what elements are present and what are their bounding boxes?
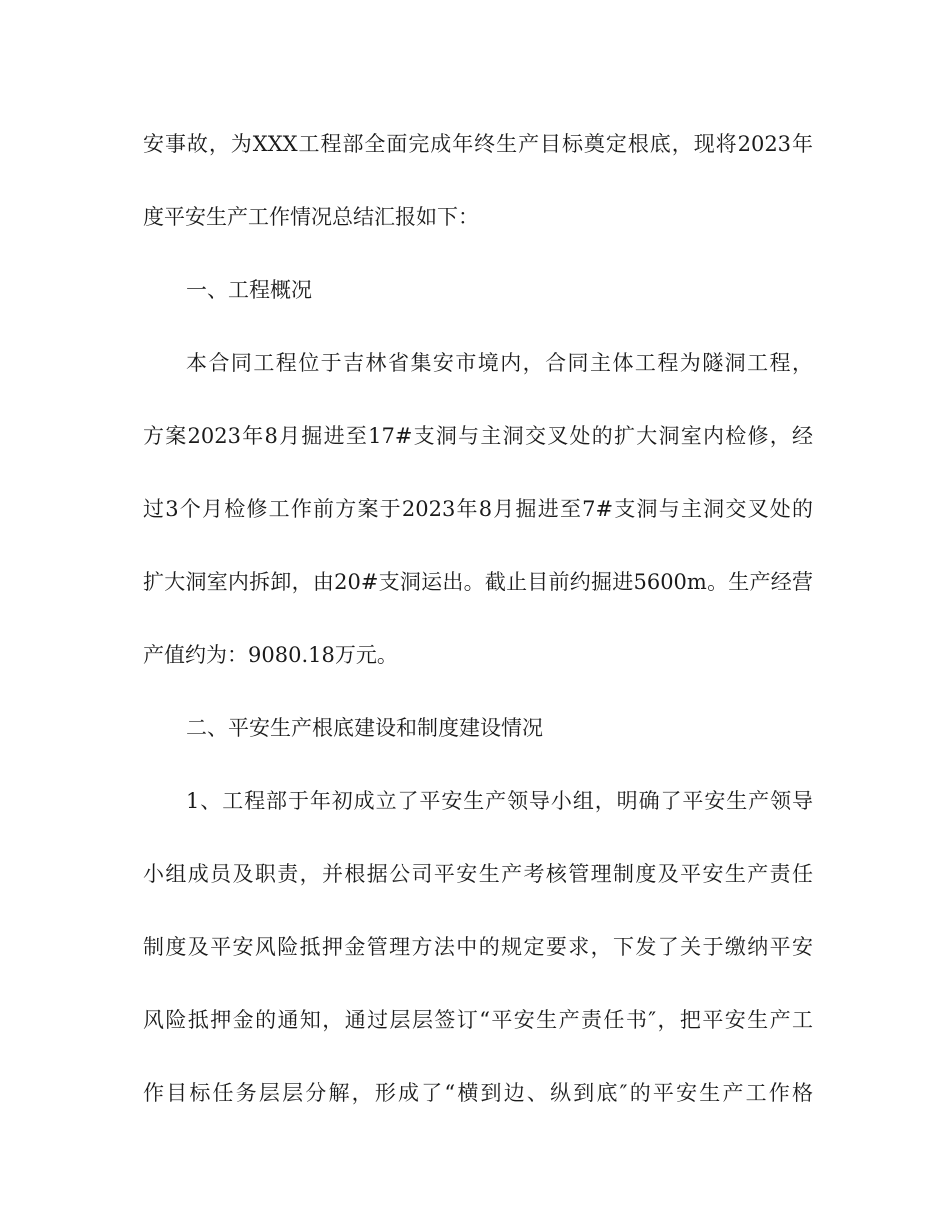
text-line-2: 度平安生产工作情况总结汇报如下： bbox=[143, 205, 479, 229]
text-line-1: 安事故，为XXX工程部全面完成年终生产目标奠定根底，现将2023年 bbox=[143, 132, 813, 156]
section-heading-1: 一、工程概况 bbox=[186, 278, 312, 302]
text-line-7: 扩大洞室内拆卸，由20#支洞运出。截止目前约掘进5600m。生产经营 bbox=[143, 570, 813, 594]
text-line-6: 过3个月检修工作前方案于2023年8月掘进至7#支洞与主洞交叉处的 bbox=[143, 497, 813, 521]
paragraph-start-1: 本合同工程位于吉林省集安市境内，合同主体工程为隧洞工程， bbox=[186, 351, 813, 375]
text-line-13: 风险抵押金的通知，通过层层签订“平安生产责任书″，把平安生产工 bbox=[143, 1008, 813, 1032]
text-line-12: 制度及平安风险抵押金管理方法中的规定要求，下发了关于缴纳平安 bbox=[143, 935, 813, 959]
text-line-5: 方案2023年8月掘进至17#支洞与主洞交叉处的扩大洞室内检修，经 bbox=[143, 424, 813, 448]
paragraph-start-2: 1、工程部于年初成立了平安生产领导小组，明确了平安生产领导 bbox=[186, 789, 813, 813]
text-line-8: 产值约为：9080.18万元。 bbox=[143, 643, 398, 667]
section-heading-2: 二、平安生产根底建设和制度建设情况 bbox=[186, 716, 543, 740]
text-line-11: 小组成员及职责，并根据公司平安生产考核管理制度及平安生产责任 bbox=[143, 862, 813, 886]
text-line-14: 作目标任务层层分解，形成了“横到边、纵到底″的平安生产工作格 bbox=[143, 1081, 813, 1105]
